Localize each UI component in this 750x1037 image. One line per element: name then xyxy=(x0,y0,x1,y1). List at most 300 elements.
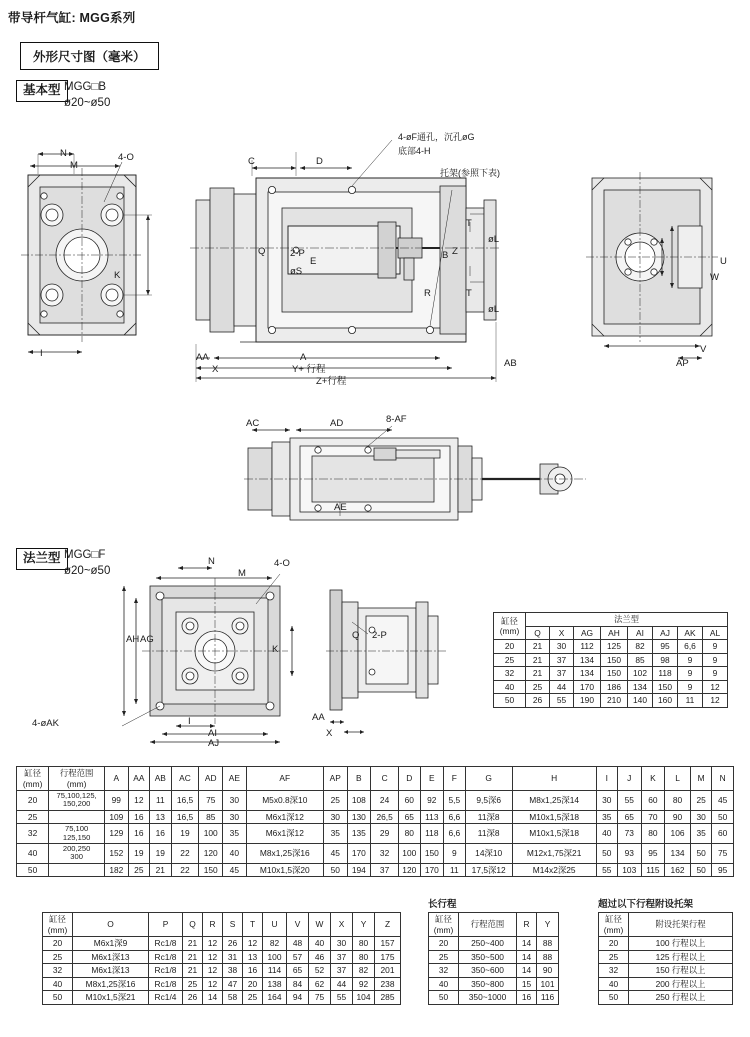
main-row2-c19: 35 xyxy=(690,824,711,844)
bracket-title: 超过以下行程附设托架 xyxy=(598,899,694,910)
sub-row4-c11: 285 xyxy=(375,991,401,1005)
sub-row1-c9: 37 xyxy=(331,950,353,964)
ls-row3-stroke: 350~800 xyxy=(459,977,517,991)
outline-drawing-plan xyxy=(0,412,750,542)
sub-corner-line1: 缸径 xyxy=(49,914,66,924)
table-row xyxy=(429,977,559,991)
sub-row0-c5: 12 xyxy=(243,937,263,951)
table-row xyxy=(494,680,728,694)
br-row1-bore: 25 xyxy=(599,950,629,964)
label-R: R xyxy=(424,288,431,299)
sub-col-S: S xyxy=(223,913,243,937)
flange-type-tag: 法兰型 xyxy=(16,548,68,570)
main-corner1-line2: (mm) xyxy=(22,778,43,789)
main-row3-stroke: 200,250 300 xyxy=(49,843,105,863)
main-row2-c7: 35 xyxy=(323,824,347,844)
main-col-N: N xyxy=(712,767,734,791)
sub-row0-bore: 20 xyxy=(43,937,73,951)
flange-table-title: 法兰型 xyxy=(526,613,728,627)
main-row1-c9: 26,5 xyxy=(371,810,399,824)
label-X: X xyxy=(212,364,219,375)
main-col-K: K xyxy=(641,767,665,791)
sub-table-corner xyxy=(43,913,73,937)
flange-row2-c5: 118 xyxy=(653,667,678,681)
callout-through-holes: 4-øF通孔，沉孔øG xyxy=(398,132,475,142)
label-4-O: 4-O xyxy=(118,152,134,163)
main-row4-c8: 194 xyxy=(347,863,371,877)
table-row xyxy=(429,964,559,978)
main-row1-c5: 30 xyxy=(223,810,247,824)
label-V: V xyxy=(700,344,707,355)
sub-row1-c8: 46 xyxy=(309,950,331,964)
sub-row2-c8: 52 xyxy=(309,964,331,978)
main-row4-stroke xyxy=(49,863,105,877)
flange-col-Q: Q xyxy=(526,626,550,640)
main-col-AE: AE xyxy=(223,767,247,791)
main-row1-stroke xyxy=(49,810,105,824)
sub-row1-c6: 100 xyxy=(263,950,287,964)
main-row4-c12: 11 xyxy=(444,863,465,877)
ls-row2-stroke: 350~600 xyxy=(459,964,517,978)
long-stroke-col-R: R xyxy=(517,913,537,937)
main-row2-c2: 16 xyxy=(150,824,171,844)
flange-label-AA: AA xyxy=(312,712,325,723)
sub-row4-c6: 164 xyxy=(263,991,287,1005)
sub-row1-c2: 21 xyxy=(183,950,203,964)
table-row xyxy=(429,991,559,1005)
label-AP: AP xyxy=(676,358,689,369)
sub-row2-c9: 37 xyxy=(331,964,353,978)
bracket-header-row xyxy=(599,913,733,937)
basic-bore-text: ø20~ø50 xyxy=(64,96,111,109)
sub-row4-c0: M10x1,5深21 xyxy=(73,991,149,1005)
flange-row0-c0: 21 xyxy=(526,640,550,654)
sub-row2-c11: 201 xyxy=(375,964,401,978)
sub-row4-c3: 14 xyxy=(203,991,223,1005)
long-stroke-header-row xyxy=(429,913,559,937)
ls-row2-bore: 32 xyxy=(429,964,459,978)
label-oS: øS xyxy=(290,266,303,277)
sub-row1-c7: 57 xyxy=(287,950,309,964)
main-row2-c10: 80 xyxy=(399,824,420,844)
main-row4-c15: 55 xyxy=(596,863,617,877)
main-row4-c1: 25 xyxy=(128,863,149,877)
label-I: I xyxy=(40,348,43,359)
ls-row1-bore: 25 xyxy=(429,950,459,964)
main-row0-c9: 24 xyxy=(371,791,399,811)
sub-row4-c10: 104 xyxy=(353,991,375,1005)
label-T-bottom: T xyxy=(466,288,472,299)
ls-row0-stroke: 250~400 xyxy=(459,937,517,951)
main-row1-c6: M6x1深12 xyxy=(246,810,323,824)
main-row0-bore: 20 xyxy=(17,791,49,811)
main-row1-c7: 30 xyxy=(323,810,347,824)
sub-row4-c7: 94 xyxy=(287,991,309,1005)
main-col-F: F xyxy=(444,767,465,791)
flange-table-corner xyxy=(494,613,526,640)
flange-label-AG: AG xyxy=(140,634,154,645)
sub-row2-c7: 65 xyxy=(287,964,309,978)
label-Q: Q xyxy=(258,246,266,257)
main-table-corner-stroke xyxy=(49,767,105,791)
main-row0-c1: 12 xyxy=(128,791,149,811)
main-row0-c14: M8x1,25深14 xyxy=(512,791,596,811)
main-row1-c17: 70 xyxy=(641,810,665,824)
ls-row0-c0: 14 xyxy=(517,937,537,951)
sub-col-W: W xyxy=(309,913,331,937)
main-row0-c2: 11 xyxy=(150,791,171,811)
sub-row3-c7: 84 xyxy=(287,977,309,991)
flange-col-AK: AK xyxy=(678,626,703,640)
ls-row1-c1: 88 xyxy=(537,950,559,964)
flange-label-M: M xyxy=(238,568,246,579)
flange-row0-c1: 30 xyxy=(550,640,574,654)
sub-col-Q: Q xyxy=(183,913,203,937)
label-A: A xyxy=(300,352,307,363)
table-row xyxy=(43,991,401,1005)
flange-col-AH: AH xyxy=(601,626,628,640)
bracket-table xyxy=(598,912,733,1005)
main-row2-bore: 32 xyxy=(17,824,49,844)
table-row xyxy=(43,964,401,978)
label-T-top: T xyxy=(466,218,472,229)
flange-label-AI: AI xyxy=(208,728,217,739)
main-col-AC: AC xyxy=(171,767,199,791)
main-col-I: I xyxy=(596,767,617,791)
br-row3-bore: 40 xyxy=(599,977,629,991)
flange-row1-c7: 9 xyxy=(703,653,728,667)
main-col-AB: AB xyxy=(150,767,171,791)
table-row xyxy=(43,977,401,991)
sub-row2-c3: 12 xyxy=(203,964,223,978)
main-row0-c18: 80 xyxy=(665,791,691,811)
flange-row3-c0: 25 xyxy=(526,680,550,694)
main-row3-c6: M8x1,25深16 xyxy=(246,843,323,863)
table-row xyxy=(599,937,733,951)
table-row xyxy=(43,937,401,951)
ls-row3-c1: 101 xyxy=(537,977,559,991)
main-col-G: G xyxy=(465,767,512,791)
sub-col-X: X xyxy=(331,913,353,937)
label-2-P: 2-P xyxy=(290,248,305,259)
main-col-AP: AP xyxy=(323,767,347,791)
main-row4-c5: 45 xyxy=(223,863,247,877)
sub-row4-bore: 50 xyxy=(43,991,73,1005)
br-row3-value: 200 行程以上 xyxy=(629,977,733,991)
flange-row4-c0: 26 xyxy=(526,694,550,708)
flange-label-2-P: 2-P xyxy=(372,630,387,641)
main-row0-stroke: 75,100,125, 150,200 xyxy=(49,791,105,811)
ls-row0-bore: 20 xyxy=(429,937,459,951)
main-row1-c18: 90 xyxy=(665,810,691,824)
main-row2-c3: 19 xyxy=(171,824,199,844)
main-row3-bore: 40 xyxy=(17,843,49,863)
label-AA: AA xyxy=(196,352,209,363)
main-col-D: D xyxy=(399,767,420,791)
table-row xyxy=(599,964,733,978)
sub-col-R: R xyxy=(203,913,223,937)
main-col-E: E xyxy=(420,767,444,791)
main-row4-c17: 115 xyxy=(641,863,665,877)
sub-row3-c11: 238 xyxy=(375,977,401,991)
sub-table-header-row xyxy=(43,913,401,937)
label-B: B xyxy=(442,250,449,261)
main-row1-c1: 16 xyxy=(128,810,149,824)
flange-row1-c1: 37 xyxy=(550,653,574,667)
sub-row3-c6: 138 xyxy=(263,977,287,991)
basic-model-text: MGG□B xyxy=(64,81,107,93)
flange-row2-c6: 9 xyxy=(678,667,703,681)
page-title: 带导杆气缸: MGG系列 xyxy=(8,11,136,25)
sub-row1-c5: 13 xyxy=(243,950,263,964)
label-oL-bottom: øL xyxy=(488,304,500,315)
br-row2-bore: 32 xyxy=(599,964,629,978)
flange-row1-c4: 85 xyxy=(628,653,653,667)
main-row4-c19: 50 xyxy=(690,863,711,877)
main-row4-c16: 103 xyxy=(617,863,641,877)
sub-row4-c1: Rc1/4 xyxy=(149,991,183,1005)
outline-drawing-flange xyxy=(0,556,500,746)
flange-col-AL: AL xyxy=(703,626,728,640)
sub-row0-c6: 82 xyxy=(263,937,287,951)
main-row2-stroke: 75,100 125,150 xyxy=(49,824,105,844)
flange-row1-c6: 9 xyxy=(678,653,703,667)
main-row1-c20: 50 xyxy=(712,810,734,824)
main-row1-bore: 25 xyxy=(17,810,49,824)
sub-row0-c0: M6x1深9 xyxy=(73,937,149,951)
sub-row4-c2: 26 xyxy=(183,991,203,1005)
main-row2-c13: 11深8 xyxy=(465,824,512,844)
main-row3-c13: 14深10 xyxy=(465,843,512,863)
main-row3-c3: 22 xyxy=(171,843,199,863)
basic-type-model xyxy=(64,80,110,111)
flange-row2-c7: 9 xyxy=(703,667,728,681)
ls-row1-c0: 14 xyxy=(517,950,537,964)
flange-row0-bore: 20 xyxy=(494,640,526,654)
sub-row4-c9: 55 xyxy=(331,991,353,1005)
long-stroke-table xyxy=(428,912,559,1005)
sub-row1-bore: 25 xyxy=(43,950,73,964)
main-row0-c0: 99 xyxy=(105,791,129,811)
main-row0-c7: 25 xyxy=(323,791,347,811)
flange-table-header-row xyxy=(494,626,728,640)
flange-label-Q: Q xyxy=(352,630,360,641)
sub-row4-c5: 25 xyxy=(243,991,263,1005)
sub-row3-c10: 92 xyxy=(353,977,375,991)
basic-type-tag: 基本型 xyxy=(16,80,68,102)
sub-row0-c4: 26 xyxy=(223,937,243,951)
sub-dimension-table xyxy=(42,912,401,1005)
flange-label-4-oAK: 4-øAK xyxy=(32,718,59,729)
sub-row0-c10: 80 xyxy=(353,937,375,951)
sub-row1-c10: 80 xyxy=(353,950,375,964)
main-row2-c8: 135 xyxy=(347,824,371,844)
flange-row2-c1: 37 xyxy=(550,667,574,681)
main-col-J: J xyxy=(617,767,641,791)
flange-row4-c6: 11 xyxy=(678,694,703,708)
flange-corner-line1: 缸径 xyxy=(501,615,518,626)
label-D: D xyxy=(316,156,323,167)
main-row4-c0: 182 xyxy=(105,863,129,877)
sub-row0-c8: 40 xyxy=(309,937,331,951)
main-row3-c18: 134 xyxy=(665,843,691,863)
flange-row0-c3: 125 xyxy=(601,640,628,654)
main-corner2-line1: 行程范围 xyxy=(59,768,94,778)
label-oL-top: øL xyxy=(488,234,500,245)
main-row0-c12: 5,5 xyxy=(444,791,465,811)
main-row4-c6: M10x1,5深20 xyxy=(246,863,323,877)
flange-col-AJ: AJ xyxy=(653,626,678,640)
flange-row2-c0: 21 xyxy=(526,667,550,681)
sub-row4-c8: 75 xyxy=(309,991,331,1005)
main-row3-c0: 152 xyxy=(105,843,129,863)
sub-row3-c5: 20 xyxy=(243,977,263,991)
main-row3-c12: 9 xyxy=(444,843,465,863)
flange-row3-c1: 44 xyxy=(550,680,574,694)
label-8-AF: 8-AF xyxy=(386,414,407,425)
main-row1-c14: M10x1,5深18 xyxy=(512,810,596,824)
main-table-header-row xyxy=(17,767,734,791)
main-row3-c11: 150 xyxy=(420,843,444,863)
main-row0-c6: M5x0.8深10 xyxy=(246,791,323,811)
sub-row1-c4: 31 xyxy=(223,950,243,964)
main-row2-c15: 40 xyxy=(596,824,617,844)
main-row4-c14: M14x2深25 xyxy=(512,863,596,877)
main-row4-c13: 17,5深12 xyxy=(465,863,512,877)
main-row2-c17: 80 xyxy=(641,824,665,844)
sub-row1-c11: 175 xyxy=(375,950,401,964)
main-row1-c15: 35 xyxy=(596,810,617,824)
label-W: W xyxy=(710,272,719,283)
main-row0-c13: 9,5深6 xyxy=(465,791,512,811)
flange-row4-c2: 190 xyxy=(574,694,601,708)
sub-row2-c2: 21 xyxy=(183,964,203,978)
sub-row3-c9: 44 xyxy=(331,977,353,991)
main-row3-c9: 32 xyxy=(371,843,399,863)
main-table-corner-bore xyxy=(17,767,49,791)
main-row4-c9: 37 xyxy=(371,863,399,877)
main-row3-c20: 75 xyxy=(712,843,734,863)
main-row3-c10: 100 xyxy=(399,843,420,863)
br-row4-value: 250 行程以上 xyxy=(629,991,733,1005)
ls-row2-c0: 14 xyxy=(517,964,537,978)
main-row3-c4: 120 xyxy=(199,843,223,863)
main-row0-c11: 92 xyxy=(420,791,444,811)
bracket-corner xyxy=(599,913,629,937)
bracket-col-stroke: 附设托架行程 xyxy=(629,913,733,937)
main-row3-c16: 93 xyxy=(617,843,641,863)
flange-row4-c7: 12 xyxy=(703,694,728,708)
main-row4-c10: 120 xyxy=(399,863,420,877)
main-dimension-table xyxy=(16,766,734,877)
bracket-corner-line1: 缸径 xyxy=(605,914,622,924)
sub-row0-c2: 21 xyxy=(183,937,203,951)
main-row2-c20: 60 xyxy=(712,824,734,844)
sub-col-P: P xyxy=(149,913,183,937)
flange-row0-c5: 95 xyxy=(653,640,678,654)
label-AD: AD xyxy=(330,418,344,429)
flange-dimension-table xyxy=(493,612,728,708)
sub-row2-bore: 32 xyxy=(43,964,73,978)
flange-label-4-O: 4-O xyxy=(274,558,290,569)
main-row0-c8: 108 xyxy=(347,791,371,811)
table-row xyxy=(599,991,733,1005)
main-row2-c1: 16 xyxy=(128,824,149,844)
main-row0-c17: 60 xyxy=(641,791,665,811)
flange-corner-line2: (mm) xyxy=(499,626,520,636)
table-row xyxy=(494,640,728,654)
flange-row1-c5: 98 xyxy=(653,653,678,667)
main-row3-c5: 40 xyxy=(223,843,247,863)
sub-row2-c10: 82 xyxy=(353,964,375,978)
sub-row3-bore: 40 xyxy=(43,977,73,991)
main-row1-c10: 65 xyxy=(399,810,420,824)
table-row xyxy=(429,950,559,964)
flange-row4-c3: 210 xyxy=(601,694,628,708)
main-col-A: A xyxy=(105,767,129,791)
callout-bracket: 托架(参照下表) xyxy=(440,168,500,178)
main-corner2-line2: (mm) xyxy=(66,778,87,789)
flange-row1-c3: 150 xyxy=(601,653,628,667)
sub-row2-c4: 38 xyxy=(223,964,243,978)
main-row2-c11: 118 xyxy=(420,824,444,844)
flange-row3-c2: 170 xyxy=(574,680,601,694)
main-row0-c4: 75 xyxy=(199,791,223,811)
flange-row3-c7: 12 xyxy=(703,680,728,694)
flange-label-X: X xyxy=(326,728,333,739)
flange-row4-c4: 140 xyxy=(628,694,653,708)
flange-row3-c3: 186 xyxy=(601,680,628,694)
flange-row0-c7: 9 xyxy=(703,640,728,654)
long-stroke-corner xyxy=(429,913,459,937)
long-stroke-title: 长行程 xyxy=(428,899,457,910)
flange-row0-c2: 112 xyxy=(574,640,601,654)
sub-row2-c1: Rc1/8 xyxy=(149,964,183,978)
flange-row1-c0: 21 xyxy=(526,653,550,667)
label-M: M xyxy=(70,160,78,171)
flange-col-X: X xyxy=(550,626,574,640)
main-row2-c18: 106 xyxy=(665,824,691,844)
sub-row3-c8: 62 xyxy=(309,977,331,991)
main-row1-c3: 16,5 xyxy=(171,810,199,824)
flange-label-I: I xyxy=(188,716,191,727)
sub-row2-c0: M6x1深13 xyxy=(73,964,149,978)
ls-row0-c1: 88 xyxy=(537,937,559,951)
label-Y-stroke: Y+ 行程 xyxy=(292,364,326,375)
label-Z: Z xyxy=(452,246,458,257)
sub-col-Z: Z xyxy=(375,913,401,937)
label-N: N xyxy=(60,148,67,159)
flange-row2-c3: 150 xyxy=(601,667,628,681)
main-row2-c9: 29 xyxy=(371,824,399,844)
long-stroke-col-Y: Y xyxy=(537,913,559,937)
main-row0-c20: 45 xyxy=(712,791,734,811)
sub-col-U: U xyxy=(263,913,287,937)
main-row2-c14: M10x1,5深18 xyxy=(512,824,596,844)
label-C: C xyxy=(248,156,255,167)
main-row3-c7: 45 xyxy=(323,843,347,863)
main-corner1-line1: 缸径 xyxy=(24,768,41,778)
flange-label-AH: AH xyxy=(126,634,140,645)
sub-row1-c0: M6x1深13 xyxy=(73,950,149,964)
table-row xyxy=(494,667,728,681)
flange-row1-bore: 25 xyxy=(494,653,526,667)
long-stroke-corner-line2: (mm) xyxy=(433,924,454,935)
sub-row2-c5: 16 xyxy=(243,964,263,978)
sub-col-O: O xyxy=(73,913,149,937)
flange-row2-c2: 134 xyxy=(574,667,601,681)
sub-row3-c1: Rc1/8 xyxy=(149,977,183,991)
